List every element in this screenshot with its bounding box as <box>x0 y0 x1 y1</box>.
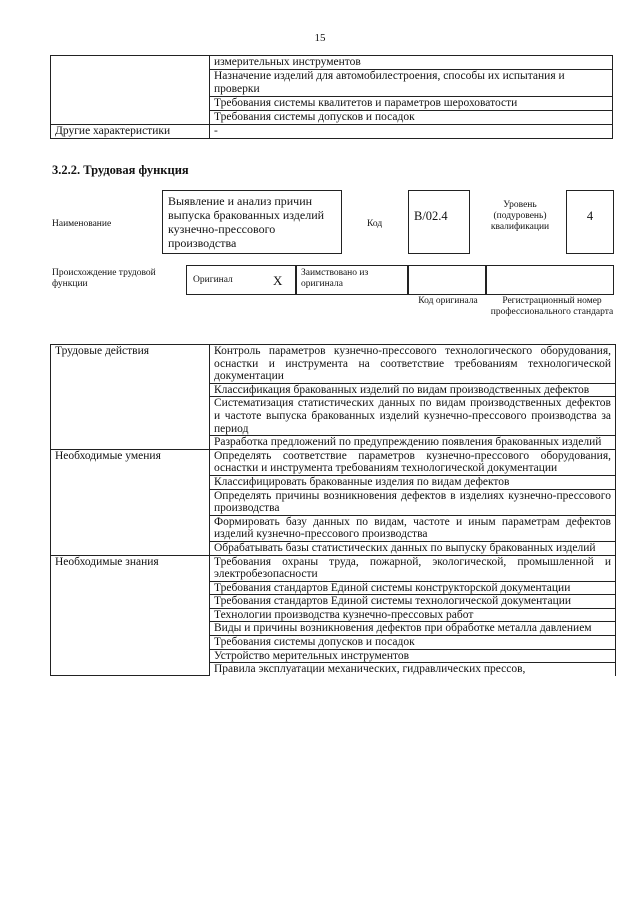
group-label-actions: Трудовые действия <box>51 345 210 450</box>
table-row: Устройство мерительных инструментов <box>210 649 616 663</box>
group-label-skills: Необходимые умения <box>51 449 210 555</box>
table-row: Формировать базу данных по видам, частоте и иным параметрам дефектов изделий кузнечно-прессового производства <box>210 515 616 541</box>
top-row-item: - <box>210 125 613 139</box>
table-row: Систематизация статистических данных по видам производственных дефектов и частоте выпуска бракованных изделий кузнечно-прессового производства за период <box>210 397 616 436</box>
origin-code-box <box>408 265 486 295</box>
table-row: Контроль параметров кузнечно-прессового технологического оборудования, оснастки и инструмента на соответствие требованиям технологической документации <box>210 345 616 384</box>
top-row-label: Другие характеристики <box>51 125 210 139</box>
table-row: Обрабатывать базы статистических данных по выпуску бракованных изделий <box>210 541 616 555</box>
table-row: Правила эксплуатации механических, гидравлических прессов, <box>210 663 616 676</box>
reg-caption: Регистрационный номер профессионального стандарта <box>490 296 614 317</box>
code-label: Код <box>367 219 383 229</box>
section-title: 3.2.2. Трудовая функция <box>52 163 189 177</box>
original-mark: X <box>273 273 283 288</box>
name-value: Выявление и анализ причин выпуска бракованных изделий кузнечно-прессового производства <box>162 190 342 254</box>
table-row: Требования стандартов Единой системы технологической документации <box>210 595 616 609</box>
level-label: Уровень (подуровень) квалификации <box>490 200 550 232</box>
table-row: Технологии производства кузнечно-прессовых работ <box>210 608 616 622</box>
top-table <box>50 55 613 139</box>
table-row: Классификация бракованных изделий по видам производственных дефектов <box>210 383 616 397</box>
top-row-item: Требования системы допусков и посадок <box>210 111 613 125</box>
borrowed-cell: Заимствовано из оригинала <box>296 265 408 295</box>
table-row: Требования охраны труда, пожарной, экологической, промышленной и электробезопасности <box>210 555 616 581</box>
group-label-knowledge: Необходимые знания <box>51 555 210 676</box>
main-table <box>50 344 616 676</box>
top-row-item: измерительных инструментов <box>210 56 613 70</box>
code-caption: Код оригинала <box>418 296 478 306</box>
top-row-item: Назначение изделий для автомобилестроения, способы их испытания и проверки <box>210 70 613 97</box>
top-row-label <box>51 56 210 125</box>
name-label: Наименование <box>52 219 112 229</box>
table-row: Виды и причины возникновения дефектов при обработке металла давлением <box>210 622 616 636</box>
origin-label: Происхождение трудовой функции <box>52 268 156 289</box>
original-cell <box>186 265 296 295</box>
table-row: Разработка предложений по предупреждению появления бракованных изделий <box>210 436 616 450</box>
table-row: Определять причины возникновения дефектов в изделиях кузнечно-прессового производства <box>210 489 616 515</box>
table-row: Требования системы допусков и посадок <box>210 636 616 650</box>
table-row: Требования стандартов Единой системы конструкторской документации <box>210 581 616 595</box>
code-value: B/02.4 <box>408 190 470 254</box>
original-label: Оригинал <box>193 275 233 285</box>
level-value: 4 <box>566 190 614 254</box>
page-number: 15 <box>314 32 326 44</box>
table-row: Классифицировать бракованные изделия по видам дефектов <box>210 475 616 489</box>
table-row: Определять соответствие параметров кузнечно-прессового оборудования, оснастки и инструмента требованиям технологической документации <box>210 449 616 475</box>
top-row-item: Требования системы квалитетов и параметров шероховатости <box>210 97 613 111</box>
reg-number-box <box>486 265 614 295</box>
